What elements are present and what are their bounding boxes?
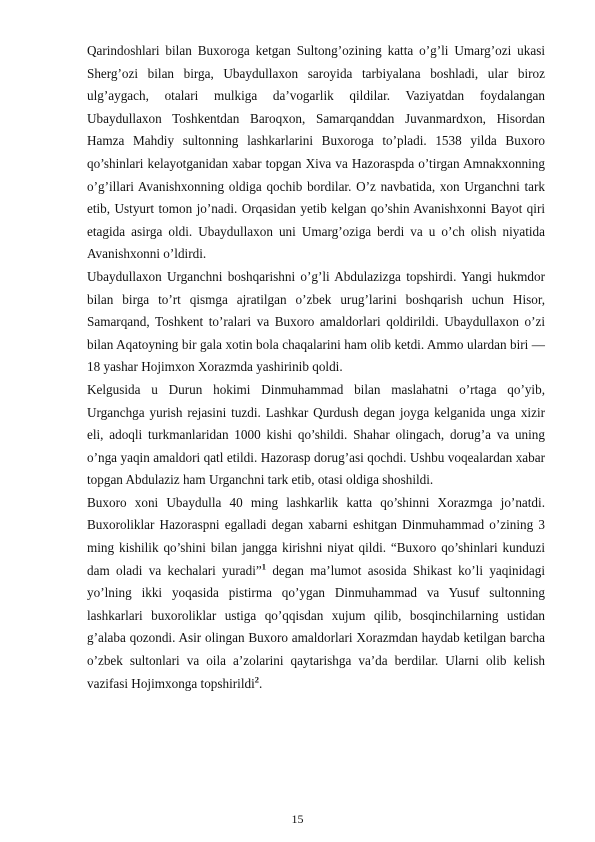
footnote-marker-2: 2: [254, 674, 259, 685]
paragraph-text: Ubaydullaxon Urganchni boshqarishni o’g’li Abdulazizga topshirdi. Yangi hukmdor bilan birga to’rt qismga ajratilgan o’zbek urug’larini boshqarish uchun Hisor, Samarqand, Toshkent to’ralari va Buxoro amaldorlari qoldirildi. Ubaydullaxon o’zi bilan Aqatoyning bir gala xotin bola chaqalarini ham olib ketdi. Ammo ulardan biri — 18 yashar Hojimxon Xorazmda yashirinib qoldi.: [87, 268, 545, 375]
paragraph-1: [87, 40, 545, 266]
paragraph-3: [87, 379, 545, 492]
paragraph-4: [87, 492, 545, 695]
paragraph-2: [87, 266, 545, 379]
document-body: [87, 40, 545, 695]
footnote-marker-1: 1: [261, 561, 266, 572]
paragraph-text: Buxoro xoni Ubaydulla 40 ming lashkarlik katta qo’shinni Xorazmga jo’natdi. Buxoroliklar Hazoraspni egalladi degan xabarni eshitgan Dinmuhammad o’zining 3 ming kishilik qo’shini bilan jangga kirishni niyat qildi. “Buxoro qo’shinlari kunduzi dam oladi va kechalari yuradi”: [87, 494, 545, 578]
paragraph-end: .: [259, 675, 263, 691]
paragraph-text: Qarindoshlari bilan Buxoroga ketgan Sultong’ozining katta o’g’li Umarg’ozi ukasi Sherg’ozi bilan birga, Ubaydullaxon saroyida tarbiyalana boshladi, ular biroz ulg’aygach, otalari mulkiga da’vogarlik qildilar. Vaziyatdan foydalangan Ubaydullaxon Toshkentdan Baroqxon, Samarqanddan Juvanmardxon, Hisordan Hamza Mahdiy sultonning lashkarlarini Buxoroga to’pladi. 1538 yilda Buxoro qo’shinlari kelayotganidan xabar topgan Xiva va Hazoraspda o’tirgan Amnakxonning o’g’illari Avanishxonning oldiga qochib bordilar. O’z navbatida, xon Urganchni tark etib, Ustyurt tomon jo’nadi. Orqasidan yetib kelgan qo’shin Avanishxonni Bayot qiri etagida asirga oldi. Ubaydullaxon uni Umarg’oziga berdi va u o’ch olish niyatida Avanishxonni o’ldirdi.: [87, 43, 545, 262]
page-number: 15: [291, 812, 304, 826]
paragraph-text: degan ma’lumot asosida Shikast ko’li yaqinidagi yo’lning ikki yoqasida pistirma qo’ygan Dinmuhammad va Yusuf sultonning lashkarlari buxoroliklar ustiga qo’qqisdan xujum qilib, bosqinchilarning ustidan g’alaba qozondi. Asir olingan Buxoro amaldorlari Xorazmdan haydab ketilgan barcha o’zbek sultonlari va oila a’zolarini qaytarishga va’da berdilar. Ularni olib kelish vazifasi Hojimxonga topshirildi: [87, 562, 545, 691]
paragraph-text: Kelgusida u Durun hokimi Dinmuhammad bilan maslahatni o’rtaga qo’yib, Urganchga yurish rejasini tuzdi. Lashkar Qurdush degan joyga kelganida unga xizir eli, adoqli turkmanlaridan 1000 kishi qo’shildi. Shahar olingach, dorug’a va uning o’nga yaqin amaldori qatl etildi. Hazorasp dorug’asi qochdi. Ushbu voqealardan xabar topgan Abdulaziz ham Urganchni tark etib, otasi oldiga shoshildi.: [87, 381, 545, 488]
